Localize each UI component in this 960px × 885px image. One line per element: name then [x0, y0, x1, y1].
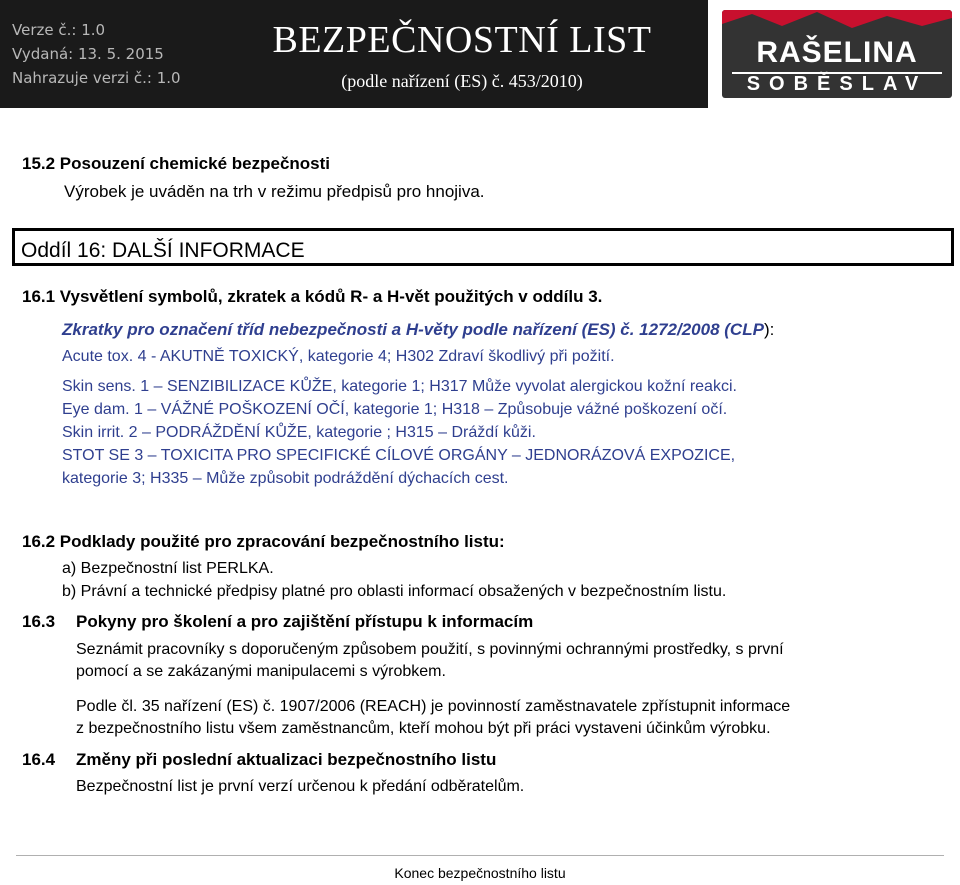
training-para-2-line-1: Podle čl. 35 nařízení (ES) č. 1907/2006 (REACH) je povinností zaměstnavatele zpřístupnit informace [76, 698, 791, 715]
source-item-a: a) Bezpečnostní list PERLKA. [62, 560, 274, 577]
footer-text: Konec bezpečnostního listu [394, 865, 566, 881]
heading-16-3: Pokyny pro školení a pro zajištění přístupu k informacím [76, 612, 534, 631]
hazard-line-3: Eye dam. 1 – VÁŽNÉ POŠKOZENÍ OČÍ, kategorie 1; H318 – Způsobuje vážné poškození očí. [62, 401, 728, 418]
section-16-title-box [12, 228, 954, 266]
logo-area [708, 0, 960, 108]
hazard-line-5: STOT SE 3 – TOXICITA PRO SPECIFICKÉ CÍLOVÉ ORGÁNY – JEDNORÁZOVÁ EXPOZICE, [62, 447, 736, 464]
clp-abbrev-heading [62, 319, 774, 340]
training-para-1-line-2: pomocí a se zakázanými manipulacemi s výrobkem. [76, 663, 446, 680]
number-16-4: 16.4 [22, 750, 56, 769]
document-header [0, 0, 960, 108]
version-info [0, 0, 216, 108]
number-16-3: 16.3 [22, 612, 56, 631]
hazard-line-2: Skin sens. 1 – SENZIBILIZACE KŮŽE, kategorie 1; H317 Může vyvolat alergickou kožní reakci. [62, 378, 737, 395]
text-15-2: Výrobek je uváděn na trh v režimu předpisů pro hnojiva. [64, 182, 485, 201]
hazard-line-6: kategorie 3; H335 – Může způsobit podráždění dýchacích cest. [62, 470, 509, 487]
heading-16-4: Změny při poslední aktualizaci bezpečnostního listu [76, 750, 497, 769]
heading-16-2: 16.2 Podklady použité pro zpracování bezpečnostního listu: [22, 532, 505, 551]
training-para-1-line-1: Seznámit pracovníky s doporučeným způsobem použití, s povinnými ochrannými prostředky, s první [76, 641, 784, 658]
changes-text: Bezpečnostní list je první verzí určenou k předání odběratelům. [76, 778, 525, 795]
source-item-b: b) Právní a technické předpisy platné pro oblasti informací obsažených v bezpečnostním listu. [62, 583, 727, 600]
training-para-2-line-2: z bezpečnostního listu všem zaměstnancům, kteří mohou být při práci vystaveni účinkům výrobku. [76, 720, 771, 737]
company-logo [722, 10, 952, 98]
issued-date: Vydaná: 13. 5. 2015 [12, 45, 164, 63]
document-subtitle: (podle nařízení (ES) č. 453/2010) [341, 71, 583, 91]
title-block [216, 0, 708, 108]
document-title: BEZPEČNOSTNÍ LIST [272, 19, 652, 61]
version-label: Verze č.: 1.0 [12, 21, 106, 39]
hazard-line-4: Skin irrit. 2 – PODRÁŽDĚNÍ KŮŽE, kategorie ; H315 – Dráždí kůži. [62, 424, 536, 441]
hazard-line-1: Acute tox. 4 - AKUTNĚ TOXICKÝ, kategorie 4; H302 Zdraví škodlivý při požití. [62, 348, 615, 365]
clp-abbrev-heading-end: ): [763, 320, 775, 339]
heading-15-2: 15.2 Posouzení chemické bezpečnosti [22, 154, 331, 173]
clp-abbrev-heading-main: Zkratky pro označení tříd nebezpečnosti a H-věty podle nařízení (ES) č. 1272/2008 (CLP [62, 320, 764, 339]
replaces-version: Nahrazuje verzi č.: 1.0 [12, 69, 181, 87]
logo-brand: RAŠELINA [756, 36, 918, 69]
footer-divider [16, 855, 944, 856]
logo-town: SOBĚSLAV [746, 73, 928, 95]
heading-16-1: 16.1 Vysvětlení symbolů, zkratek a kódů R- a H-vět použitých v oddílu 3. [22, 287, 603, 306]
section-16-title: Oddíl 16: DALŠÍ INFORMACE [21, 239, 305, 262]
